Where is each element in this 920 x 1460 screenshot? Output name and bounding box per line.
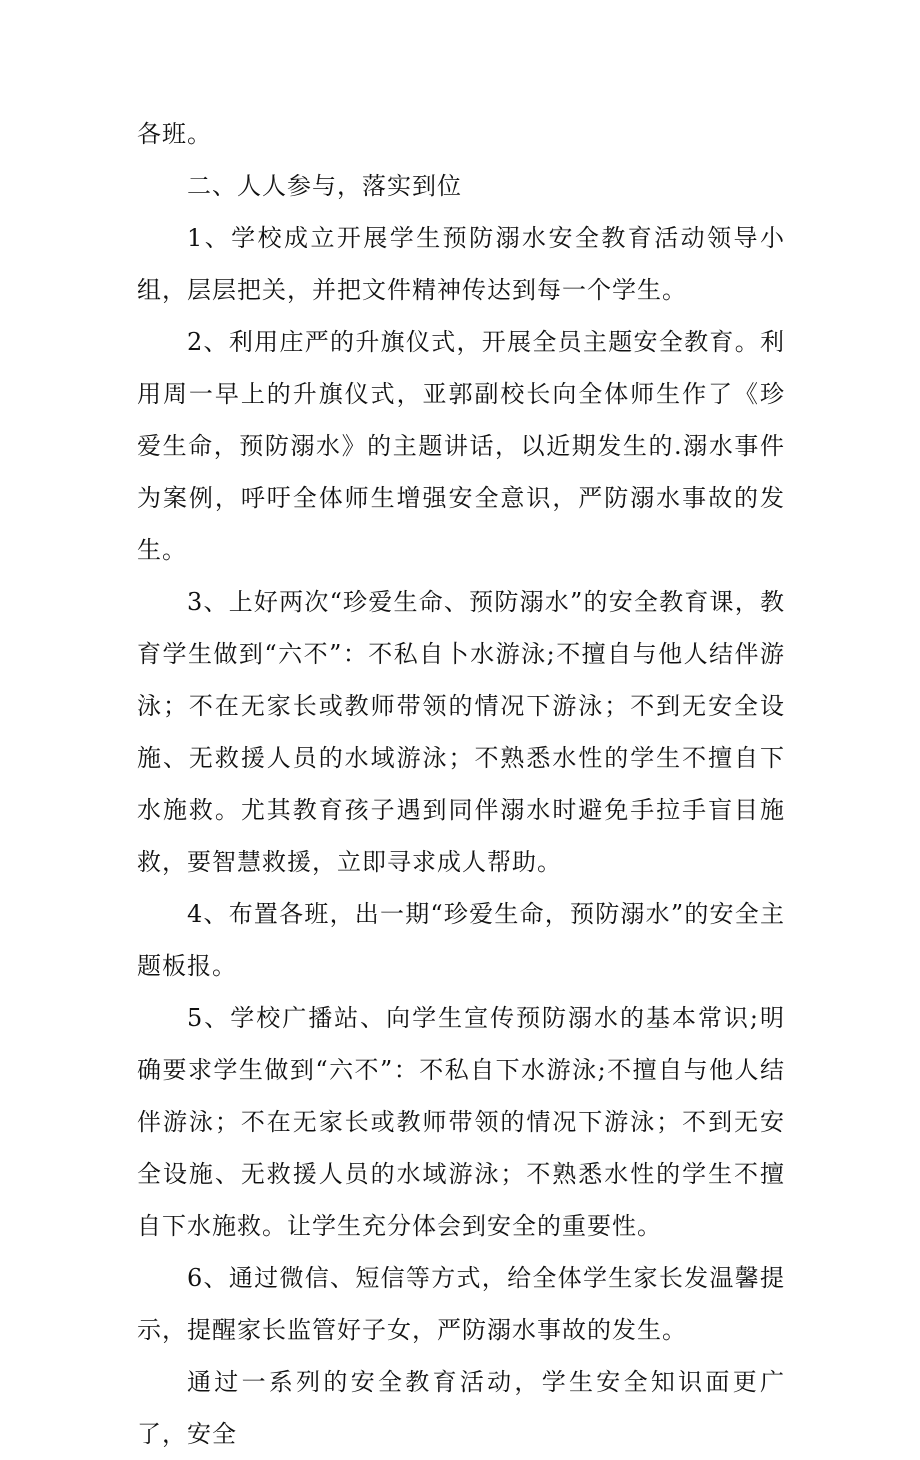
paragraph-summary: 通过一系列的安全教育活动，学生安全知识面更广了，安全 <box>137 1368 785 1448</box>
paragraph-item-4: 4、布置各班，出一期“珍爱生命，预防溺水”的安全主题板报。 <box>137 900 785 980</box>
paragraph-item-1: 1、学校成立开展学生预防溺水安全教育活动领导小组，层层把关，并把文件精神传达到每一个学生。 <box>137 224 785 304</box>
paragraph-continuation: 各班。 <box>137 120 212 148</box>
paragraph-item-3: 3、上好两次“珍爱生命、预防溺水”的安全教育课，教育学生做到“六不”：不私自卜水游泳;不擅自与他人结伴游泳；不在无家长或教师带领的情况下游泳；不到无安全设施、无救援人员的水域游泳；不熟悉水性的学生不擅自下水施救。尤其教育孩子遇到同伴溺水时避免手拉手盲目施救，要智慧救援，立即寻求成人帮助。 <box>137 588 785 876</box>
paragraph-item-2: 2、利用庄严的升旗仪式，开展全员主题安全教育。利用周一早上的升旗仪式，亚郭副校长向全体师生作了《珍爱生命，预防溺水》的主题讲话，以近期发生的.溺水事件为案例，呼吁全体师生增强安全意识，严防溺水事故的发生。 <box>137 328 785 564</box>
paragraph-item-6: 6、通过微信、短信等方式，给全体学生家长发温馨提示，提醒家长监管好子女，严防溺水事故的发生。 <box>137 1264 785 1344</box>
section-heading: 二、人人参与，落实到位 <box>187 172 462 200</box>
paragraph-item-5: 5、学校广播站、向学生宣传预防溺水的基本常识;明确要求学生做到“六不”：不私自下水游泳;不擅自与他人结伴游泳；不在无家长或教师带领的情况下游泳；不到无安全设施、无救援人员的水域游泳；不熟悉水性的学生不擅自下水施救。让学生充分体会到安全的重要性。 <box>137 1004 785 1240</box>
document-body <box>137 108 785 1460</box>
